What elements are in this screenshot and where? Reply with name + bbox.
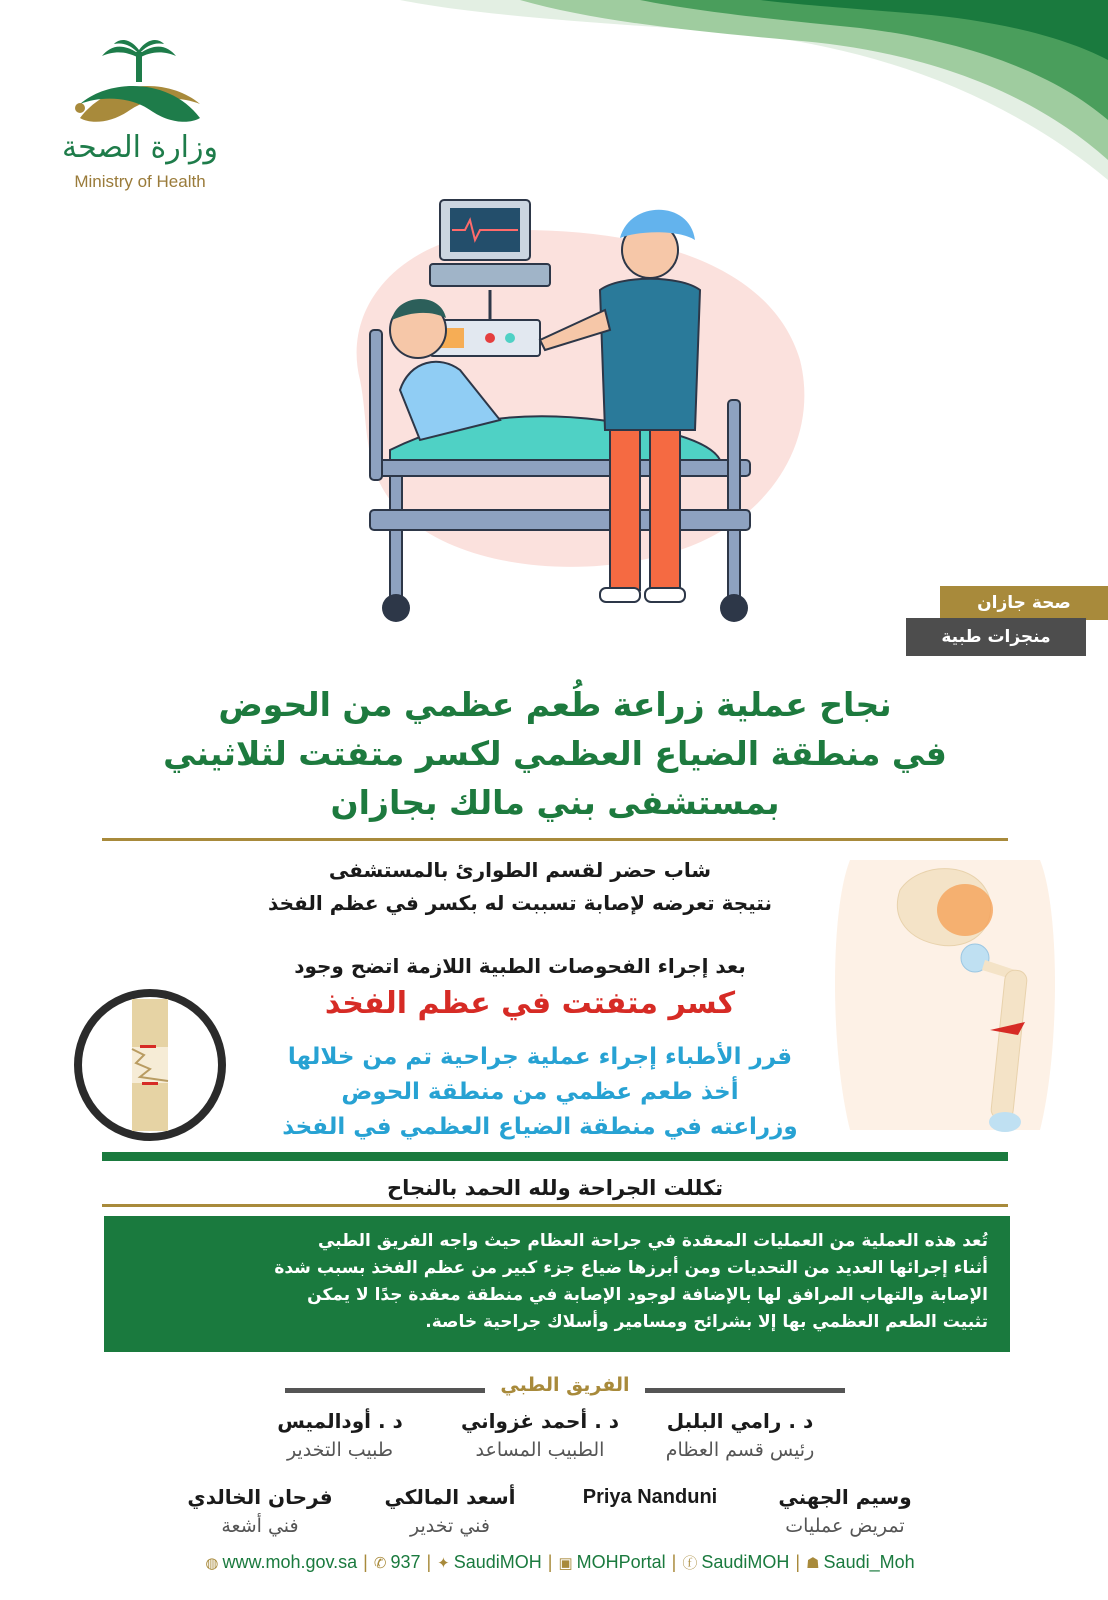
facebook-link[interactable]	[682, 1552, 789, 1573]
phone-icon: ✆	[373, 1555, 387, 1572]
intro-line-1: شاب حضر لقسم الطوارئ بالمستشفى	[328, 858, 712, 882]
globe-icon: ◍	[205, 1555, 219, 1572]
website-text: www.moh.gov.sa	[222, 1552, 358, 1572]
procedure-description	[126, 1228, 988, 1336]
description-line-4: تثبيت الطعم العظمي بها إلا بشرائح ومسامير وأسلاك جراحية خاصة.	[425, 1312, 988, 1332]
footer-links	[160, 1552, 960, 1584]
category-tag: منجزات طبية	[906, 618, 1086, 656]
decision-line-3: وزراعته في منطقة الضياع العظمي في الفخذ	[282, 1114, 798, 1140]
team-member	[640, 1406, 840, 1464]
phone-link[interactable]	[374, 1552, 421, 1573]
separator: |	[426, 1552, 432, 1572]
website-link[interactable]	[205, 1552, 357, 1573]
twitter-text: SaudiMOH	[453, 1552, 542, 1572]
member-role: طبيب التخدير	[286, 1439, 394, 1461]
hip-femur-figure	[830, 850, 1060, 1140]
article-title	[90, 680, 1020, 827]
member-name: فرحان الخالدي	[187, 1485, 333, 1509]
decision-line-1: قرر الأطباء إجراء عملية جراحية تم من خلالها	[287, 1044, 793, 1070]
description-line-3: الإصابة والتهاب المرافق لها بالإضافة لوجود الإصابة في منطقة معقدة جدًا لا يمكن	[307, 1285, 988, 1305]
team-member	[560, 1482, 740, 1512]
member-role: تمريض عمليات	[785, 1515, 905, 1537]
separator: |	[671, 1552, 677, 1572]
exams-text: بعد إجراء الفحوصات الطبية اللازمة اتضح وجود	[294, 954, 746, 978]
youtube-icon: ▣	[558, 1555, 573, 1572]
fracture-highlight: كسر متفتت في عظم الفخذ	[324, 986, 736, 1021]
phone-text: 937	[390, 1552, 421, 1572]
team-heading-text: الفريق الطبي	[494, 1374, 635, 1396]
description-line-2: أثناء إجرائها العديد من التحديات ومن أبرزها ضياع جزء كبير من عظم الفخذ بسبب شدة	[274, 1258, 988, 1278]
moh-logo	[50, 38, 250, 198]
snapchat-link[interactable]	[806, 1552, 915, 1573]
hospital-patient-nurse-illustration	[300, 190, 820, 650]
twitter-link[interactable]	[437, 1552, 542, 1573]
logo-english-name: Ministry of Health	[74, 172, 206, 191]
success-statement: تكللت الجراحة ولله الحمد بالنجاح	[386, 1176, 724, 1200]
snapchat-text: Saudi_Moh	[823, 1552, 915, 1572]
title-line-1: نجاح عملية زراعة طُعم عظمي من الحوض	[218, 685, 892, 724]
member-role: فني أشعة	[221, 1515, 299, 1537]
divider-gold-bottom	[102, 1204, 1008, 1207]
separator: |	[547, 1552, 553, 1572]
region-tag: صحة جازان	[940, 586, 1108, 620]
team-member	[360, 1482, 540, 1540]
logo-arabic-name: وزارة الصحة	[62, 130, 218, 165]
story-intro	[180, 854, 860, 920]
member-name: Priya Nanduni	[582, 1486, 718, 1508]
youtube-link[interactable]	[558, 1552, 665, 1573]
divider-gold-top	[102, 838, 1008, 841]
youtube-text: MOHPortal	[576, 1552, 666, 1572]
intro-line-2: نتيجة تعرضه لإصابة تسببت له بكسر في عظم الفخذ	[268, 891, 772, 915]
palm-swords-emblem-icon	[50, 38, 230, 130]
facebook-text: SaudiMOH	[701, 1552, 790, 1572]
team-member	[170, 1482, 350, 1540]
team-member	[760, 1482, 930, 1540]
facebook-icon: ⓕ	[682, 1555, 698, 1572]
member-name: د . أحمد غزواني	[460, 1409, 620, 1433]
separator: |	[363, 1552, 368, 1572]
title-line-3: بمستشفى بني مالك بجازان	[330, 783, 780, 822]
divider-green	[102, 1152, 1008, 1161]
member-role: الطبيب المساعد	[475, 1439, 605, 1461]
team-member	[250, 1406, 430, 1464]
description-line-1: تُعد هذه العملية من العمليات المعقدة في جراحة العظام حيث واجه الفريق الطبي	[317, 1231, 988, 1251]
team-heading	[285, 1374, 845, 1396]
member-name: وسيم الجهني	[778, 1485, 912, 1509]
snapchat-icon: ☗	[806, 1555, 820, 1572]
member-name: د . رامي البلبل	[666, 1409, 814, 1433]
separator: |	[795, 1552, 801, 1572]
bone-graft-closeup-icon	[70, 985, 230, 1145]
team-heading-section	[285, 1374, 845, 1404]
member-name: د . أودالميس	[277, 1409, 403, 1433]
team-member	[440, 1406, 640, 1464]
member-name: أسعد المالكي	[384, 1485, 516, 1509]
member-role: رئيس قسم العظام	[665, 1439, 815, 1461]
procedure-description-box	[104, 1216, 1010, 1352]
twitter-icon: ✦	[437, 1555, 450, 1572]
decision-line-2: أخذ طعم عظمي من منطقة الحوض	[341, 1079, 739, 1105]
title-line-2: في منطقة الضياع العظمي لكسر متفتت لثلاثيني	[163, 734, 947, 773]
member-role: فني تخدير	[410, 1515, 490, 1537]
surgery-decision	[240, 1040, 840, 1145]
